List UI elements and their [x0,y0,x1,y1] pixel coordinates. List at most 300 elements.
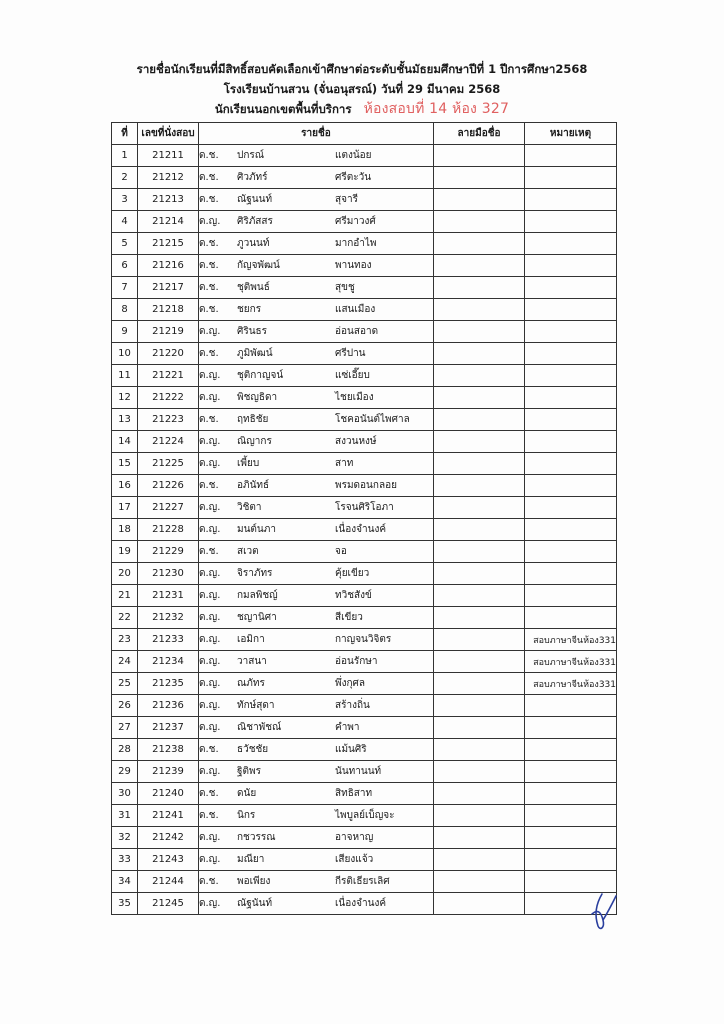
student-last: โรจนศิริโอภา [335,502,394,513]
row-number-cell: 2 [112,167,138,189]
student-name-cell [199,805,434,827]
table-row [112,871,617,893]
student-last: อาจหาญ [335,832,374,843]
seat-number-cell: 21217 [138,277,199,299]
seat-number-cell: 21239 [138,761,199,783]
group-heading [0,102,724,116]
student-last: คุ้ยเขียว [335,568,370,579]
student-name-cell [199,761,434,783]
remark-cell [525,277,617,299]
student-last: เนื่องจำนงค์ [335,898,387,909]
row-number-cell: 31 [112,805,138,827]
table-row [112,453,617,475]
student-first: ปกรณ์ [237,150,265,161]
student-name-cell [199,497,434,519]
student-prefix: ด.ญ. [199,612,221,623]
student-prefix: ด.ญ. [199,568,221,579]
student-prefix: ด.ญ. [199,656,221,667]
signature-cell [434,497,525,519]
student-roster-table [111,122,617,915]
table-row [112,167,617,189]
table-row [112,563,617,585]
table-row [112,409,617,431]
student-name-cell [199,211,434,233]
seat-number-cell: 21225 [138,453,199,475]
signature-cell [434,805,525,827]
signature-cell [434,871,525,893]
student-prefix: ด.ช. [199,282,219,293]
student-first: อภินัทธ์ [237,480,270,491]
student-last: สุจารี [335,194,358,205]
seat-number-cell: 21234 [138,651,199,673]
row-number-cell: 4 [112,211,138,233]
row-number-cell: 7 [112,277,138,299]
student-prefix: ด.ญ. [199,458,221,469]
signature-cell [434,519,525,541]
student-prefix: ด.ช. [199,546,219,557]
remark-cell [525,211,617,233]
student-first: ศิรินธร [237,326,268,337]
row-number-cell: 14 [112,431,138,453]
signature-cell [434,277,525,299]
student-last: เสียงแจ้ว [335,854,374,865]
remark-cell [525,431,617,453]
student-name-cell [199,629,434,651]
signature-cell [434,453,525,475]
seat-number-cell: 21224 [138,431,199,453]
student-first: สเวต [237,546,259,557]
remark-cell [525,167,617,189]
student-prefix: ด.ญ. [199,502,221,513]
row-number-cell: 6 [112,255,138,277]
student-last: ไพบูลย์เบ็ญจะ [335,810,395,821]
remark-cell [525,805,617,827]
student-first: ณิญากร [237,436,272,447]
table-row [112,849,617,871]
student-name-cell [199,849,434,871]
signature-cell [434,563,525,585]
seat-number-cell: 21242 [138,827,199,849]
student-name-cell [199,321,434,343]
student-last: สีเขียว [335,612,363,623]
remark-cell [525,739,617,761]
remark-cell [525,475,617,497]
seat-number-cell: 21222 [138,387,199,409]
student-last: ศรีตะวัน [335,172,372,183]
signature-cell [434,299,525,321]
student-prefix: ด.ญ. [199,634,221,645]
table-row [112,541,617,563]
table-row [112,607,617,629]
student-name-cell [199,189,434,211]
signature-cell [434,607,525,629]
seat-number-cell: 21245 [138,893,199,915]
remark-cell [525,299,617,321]
student-first: วาสนา [237,656,267,667]
student-prefix: ด.ช. [199,414,219,425]
signature-cell [434,211,525,233]
student-prefix: ด.ช. [199,348,219,359]
student-first: ศิริภัสสร [237,216,273,227]
student-last: แม้นศิริ [335,744,367,755]
student-prefix: ด.ญ. [199,898,221,909]
student-first: จิราภัทร [237,568,273,579]
signature-cell [434,585,525,607]
seat-number-cell: 21243 [138,849,199,871]
student-name-cell [199,431,434,453]
signature-cell [434,255,525,277]
table-row [112,497,617,519]
remark-cell [525,343,617,365]
student-name-cell [199,541,434,563]
student-first: มณียา [237,854,265,865]
student-prefix: ด.ญ. [199,524,221,535]
signature-cell [434,717,525,739]
student-name-cell [199,717,434,739]
seat-number-cell: 21213 [138,189,199,211]
student-name-cell [199,453,434,475]
signature-cell [434,695,525,717]
row-number-cell: 1 [112,145,138,167]
student-last: อ่อนรักษา [335,656,378,667]
seat-number-cell: 21233 [138,629,199,651]
student-name-cell [199,673,434,695]
seat-number-cell: 21231 [138,585,199,607]
row-number-cell: 24 [112,651,138,673]
student-first: กชวรรณ [237,832,276,843]
row-number-cell: 13 [112,409,138,431]
student-prefix: ด.ญ. [199,370,221,381]
seat-number-cell: 21218 [138,299,199,321]
student-last: พรมดอนกลอย [335,480,397,491]
signature-cell [434,673,525,695]
student-first: พิชญธิดา [237,392,278,403]
student-prefix: ด.ช. [199,810,219,821]
student-last: แสนเมือง [335,304,376,315]
remark-cell [525,409,617,431]
student-first: ชุติพนธ์ [237,282,270,293]
seat-number-cell: 21232 [138,607,199,629]
remark-cell [525,761,617,783]
remark-cell [525,607,617,629]
student-first: ภูมิพัฒน์ [237,348,273,359]
table-row [112,211,617,233]
student-first: มนต์นภา [237,524,276,535]
row-number-cell: 19 [112,541,138,563]
signature-cell [434,233,525,255]
signature-cell [434,893,525,915]
student-name-cell [199,145,434,167]
student-prefix: ด.ญ. [199,700,221,711]
student-prefix: ด.ญ. [199,436,221,447]
remark-cell [525,519,617,541]
row-number-cell: 34 [112,871,138,893]
remark-cell [525,827,617,849]
seat-number-cell: 21215 [138,233,199,255]
seat-number-cell: 21244 [138,871,199,893]
signature-cell [434,409,525,431]
column-header-name: รายชื่อ [199,123,434,145]
column-header-remark: หมายเหตุ [525,123,617,145]
remark-cell [525,255,617,277]
row-number-cell: 25 [112,673,138,695]
remark-cell [525,233,617,255]
student-first: ณัฐนันท์ [237,898,273,909]
student-first: เพี้ยบ [237,458,260,469]
remark-cell [525,453,617,475]
student-last: คำพา [335,722,360,733]
seat-number-cell: 21212 [138,167,199,189]
student-last: พานทอง [335,260,372,271]
row-number-cell: 23 [112,629,138,651]
student-prefix: ด.ญ. [199,392,221,403]
signature-cell [434,387,525,409]
student-prefix: ด.ช. [199,876,219,887]
student-name-cell [199,607,434,629]
row-number-cell: 16 [112,475,138,497]
table-row [112,145,617,167]
row-number-cell: 3 [112,189,138,211]
table-row [112,519,617,541]
student-name-cell [199,783,434,805]
row-number-cell: 17 [112,497,138,519]
student-first: ฐิติพร [237,766,261,777]
student-prefix: ด.ช. [199,744,219,755]
student-name-cell [199,167,434,189]
remark-cell [525,387,617,409]
document-title: รายชื่อนักเรียนที่มีสิทธิ์สอบคัดเลือกเข้าศึกษาต่อระดับชั้นมัธยมศึกษาปีที่ 1 ปีการศึกษา2568 [136,62,588,76]
remark-cell [525,783,617,805]
table-row [112,585,617,607]
row-number-cell: 26 [112,695,138,717]
student-first: ธวัชชัย [237,744,269,755]
seat-number-cell: 21236 [138,695,199,717]
student-name-cell [199,827,434,849]
table-row [112,761,617,783]
student-name-cell [199,475,434,497]
student-prefix: ด.ช. [199,194,219,205]
student-first: ชญานิศา [237,612,277,623]
column-header-signature: ลายมือชื่อ [434,123,525,145]
student-first: ชุติกาญจน์ [237,370,284,381]
row-number-cell: 33 [112,849,138,871]
student-last: กาญจนวิจิตร [335,634,392,645]
remark-cell [525,695,617,717]
student-name-cell [199,277,434,299]
student-prefix: ด.ช. [199,150,219,161]
signature-cell [434,783,525,805]
table-row [112,629,617,651]
table-row [112,365,617,387]
seat-number-cell: 21211 [138,145,199,167]
row-number-cell: 21 [112,585,138,607]
student-first: เอมิกา [237,634,265,645]
student-first: วิชิตา [237,502,262,513]
student-last: มากอำไพ [335,238,377,249]
table-row [112,387,617,409]
student-last: เนื่องจำนงค์ [335,524,387,535]
student-name-cell [199,893,434,915]
table-row [112,717,617,739]
column-header-seat: เลขที่นั่งสอบ [138,123,199,145]
seat-number-cell: 21227 [138,497,199,519]
student-prefix: ด.ญ. [199,678,221,689]
student-first: ดนัย [237,788,257,799]
seat-number-cell: 21235 [138,673,199,695]
seat-number-cell: 21216 [138,255,199,277]
student-first: ณัฐนนท์ [237,194,273,205]
student-name-cell [199,871,434,893]
seat-number-cell: 21219 [138,321,199,343]
student-name-cell [199,299,434,321]
student-name-cell [199,695,434,717]
table-body [112,145,617,915]
seat-number-cell: 21214 [138,211,199,233]
table-row [112,673,617,695]
student-last: สุขชู [335,282,355,293]
seat-number-cell: 21229 [138,541,199,563]
student-first: ภูวนนท์ [237,238,270,249]
student-first: กัญจพัฒน์ [237,260,280,271]
student-prefix: ด.ญ. [199,216,221,227]
student-prefix: ด.ญ. [199,854,221,865]
student-last: กีรติเธียรเลิศ [335,876,390,887]
student-last: สิทธิสาท [335,788,373,799]
student-prefix: ด.ช. [199,260,219,271]
table-row [112,431,617,453]
table-row [112,233,617,255]
student-first: ณภัทร [237,678,265,689]
table-row [112,255,617,277]
student-prefix: ด.ญ. [199,326,221,337]
handwritten-signature [588,890,618,932]
student-first: ฤทธิชัย [237,414,269,425]
table-row [112,893,617,915]
table-row [112,321,617,343]
row-number-cell: 8 [112,299,138,321]
table-row [112,783,617,805]
student-last: แซ่เอี๊ยบ [335,370,370,381]
student-prefix: ด.ช. [199,304,219,315]
student-name-cell [199,563,434,585]
signature-cell [434,739,525,761]
student-prefix: ด.ญ. [199,832,221,843]
student-last: ศรีมาวงศ์ [335,216,376,227]
seat-number-cell: 21223 [138,409,199,431]
row-number-cell: 28 [112,739,138,761]
seat-number-cell: 21221 [138,365,199,387]
student-last: ไชยเมือง [335,392,374,403]
row-number-cell: 18 [112,519,138,541]
school-and-date: โรงเรียนบ้านสวน (จั่นอนุสรณ์) วันที่ 29 มีนาคม 2568 [223,82,501,96]
row-number-cell: 27 [112,717,138,739]
student-name-cell [199,585,434,607]
student-last: สาท [335,458,354,469]
remark-cell: สอบภาษาจีนห้อง331 [525,673,617,695]
table-row [112,343,617,365]
remark-cell [525,321,617,343]
row-number-cell: 15 [112,453,138,475]
student-prefix: ด.ช. [199,238,219,249]
student-name-cell [199,255,434,277]
seat-number-cell: 21237 [138,717,199,739]
student-name-cell [199,343,434,365]
seat-number-cell: 21238 [138,739,199,761]
signature-cell [434,475,525,497]
row-number-cell: 9 [112,321,138,343]
signature-cell [434,541,525,563]
student-name-cell [199,409,434,431]
row-number-cell: 32 [112,827,138,849]
table-row [112,277,617,299]
remark-cell [525,145,617,167]
table-row [112,805,617,827]
table-row [112,827,617,849]
student-first: ศิวภัทร์ [237,172,268,183]
exam-room-label: ห้องสอบที่ 14 ห้อง 327 [363,101,510,117]
seat-number-cell: 21240 [138,783,199,805]
signature-cell [434,827,525,849]
table-row [112,189,617,211]
student-name-cell [199,387,434,409]
student-last: ศรีปาน [335,348,366,359]
student-prefix: ด.ช. [199,788,219,799]
signature-cell [434,321,525,343]
student-prefix: ด.ช. [199,172,219,183]
signature-cell [434,651,525,673]
row-number-cell: 11 [112,365,138,387]
seat-number-cell: 21228 [138,519,199,541]
student-prefix: ด.ช. [199,480,219,491]
student-last: อ่อนสอาด [335,326,379,337]
seat-number-cell: 21226 [138,475,199,497]
remark-cell: สอบภาษาจีนห้อง331 [525,651,617,673]
signature-cell [434,189,525,211]
student-name-cell [199,651,434,673]
table-row [112,299,617,321]
student-prefix: ด.ญ. [199,590,221,601]
student-last: จอ [335,546,347,557]
student-first: นิกร [237,810,256,821]
row-number-cell: 20 [112,563,138,585]
column-header-no: ที่ [112,123,138,145]
seat-number-cell: 21241 [138,805,199,827]
student-first: กมลพิชญ์ [237,590,278,601]
group-label: นักเรียนนอกเขตพื้นที่บริการ [214,102,352,116]
student-first: ณิชาพัชณ์ [237,722,282,733]
row-number-cell: 35 [112,893,138,915]
remark-cell [525,563,617,585]
student-first: พอเพียง [237,876,271,887]
signature-cell [434,629,525,651]
table-row [112,739,617,761]
signature-cell [434,145,525,167]
table-header-row [112,123,617,145]
remark-cell [525,717,617,739]
student-last: แตงน้อย [335,150,372,161]
row-number-cell: 10 [112,343,138,365]
remark-cell [525,365,617,387]
remark-cell [525,189,617,211]
signature-cell [434,431,525,453]
signature-cell [434,849,525,871]
student-name-cell [199,739,434,761]
student-last: ทวิชสังข์ [335,590,372,601]
row-number-cell: 12 [112,387,138,409]
seat-number-cell: 21230 [138,563,199,585]
student-prefix: ด.ญ. [199,722,221,733]
student-last: โชคอนันต์ไพศาล [335,414,410,425]
